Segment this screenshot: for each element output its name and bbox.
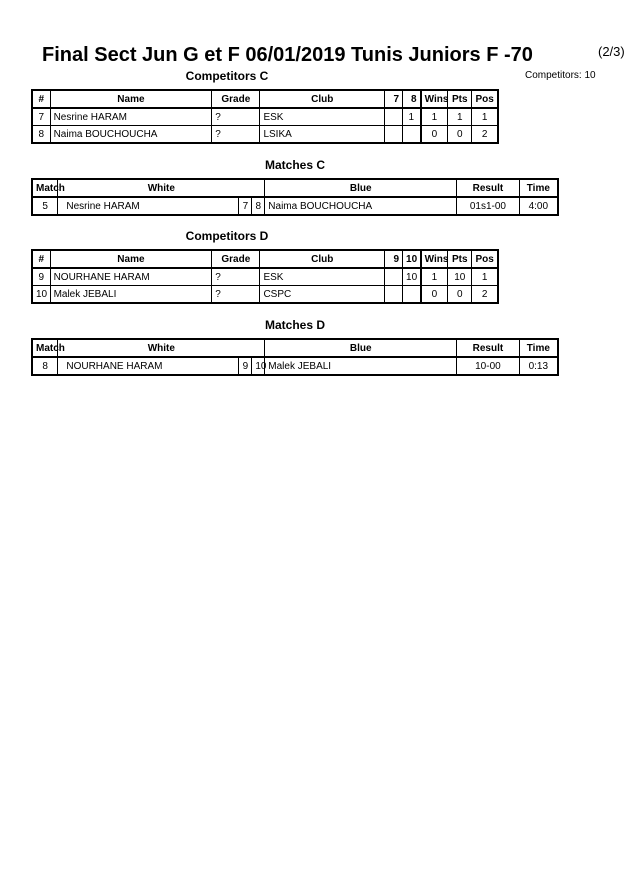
- header-club: Club: [260, 250, 385, 268]
- header-white: White: [58, 339, 265, 357]
- cell-blue-num: 8: [252, 197, 265, 215]
- header-col-b: 10: [403, 250, 421, 268]
- cell-pts: 1: [448, 108, 472, 126]
- cell-pts: 0: [448, 286, 472, 304]
- cell-num: 9: [32, 268, 50, 286]
- cell-white: Nesrine HARAM: [58, 197, 239, 215]
- cell-col-b: [403, 286, 421, 304]
- cell-blue-num: 10: [252, 357, 265, 375]
- page-indicator: (2/3): [598, 44, 625, 59]
- table-header-row: [32, 250, 498, 268]
- cell-white-num: 9: [239, 357, 252, 375]
- cell-name: Nesrine HARAM: [50, 108, 212, 126]
- cell-col-a: [384, 268, 402, 286]
- matches-d-table: [31, 338, 559, 376]
- header-grade: Grade: [212, 250, 260, 268]
- cell-grade: ?: [212, 286, 260, 304]
- cell-col-b: 10: [403, 268, 421, 286]
- competitors-count: Competitors: 10: [525, 70, 596, 81]
- header-time: Time: [519, 339, 558, 357]
- header-pos: Pos: [472, 90, 498, 108]
- cell-pos: 1: [472, 108, 498, 126]
- header-match: Match: [32, 179, 58, 197]
- cell-pos: 2: [472, 286, 498, 304]
- cell-pos: 2: [472, 126, 498, 144]
- header-blue: Blue: [265, 339, 457, 357]
- table-row: [32, 268, 498, 286]
- cell-club: ESK: [260, 268, 385, 286]
- cell-num: 7: [32, 108, 50, 126]
- header-pts: Pts: [448, 250, 472, 268]
- cell-wins: 0: [421, 286, 448, 304]
- cell-grade: ?: [212, 268, 260, 286]
- matches-d-title: Matches D: [264, 318, 326, 332]
- cell-pts: 0: [448, 126, 472, 144]
- cell-white: NOURHANE HARAM: [58, 357, 239, 375]
- cell-grade: ?: [212, 108, 260, 126]
- cell-time: 0:13: [519, 357, 558, 375]
- table-header-row: [32, 179, 558, 197]
- header-time: Time: [519, 179, 558, 197]
- header-result: Result: [457, 339, 520, 357]
- header-match: Match: [32, 339, 58, 357]
- table-row: [32, 357, 558, 375]
- cell-match: 8: [32, 357, 58, 375]
- page-title: Final Sect Jun G et F 06/01/2019 Tunis Juniors F -70: [42, 44, 533, 66]
- cell-name: Malek JEBALI: [50, 286, 212, 304]
- cell-blue: Naima BOUCHOUCHA: [265, 197, 457, 215]
- cell-result: 10-00: [457, 357, 520, 375]
- table-header-row: [32, 339, 558, 357]
- table-row: [32, 108, 498, 126]
- header-white: White: [58, 179, 265, 197]
- header-num: #: [32, 90, 50, 108]
- table-row: [32, 197, 558, 215]
- cell-num: 8: [32, 126, 50, 144]
- table-row: [32, 286, 498, 304]
- cell-wins: 1: [421, 268, 448, 286]
- table-header-row: [32, 90, 498, 108]
- cell-col-b: [403, 126, 421, 144]
- cell-col-b: 1: [403, 108, 421, 126]
- cell-col-a: [384, 286, 402, 304]
- header-name: Name: [50, 250, 212, 268]
- header-blue: Blue: [265, 179, 457, 197]
- header-grade: Grade: [212, 90, 260, 108]
- header-col-a: 7: [384, 90, 402, 108]
- cell-name: NOURHANE HARAM: [50, 268, 212, 286]
- cell-pos: 1: [472, 268, 498, 286]
- competitors-c-title: Competitors C: [185, 69, 269, 83]
- cell-time: 4:00: [519, 197, 558, 215]
- cell-match: 5: [32, 197, 58, 215]
- header-name: Name: [50, 90, 212, 108]
- header-result: Result: [457, 179, 520, 197]
- header-pts: Pts: [448, 90, 472, 108]
- cell-col-a: [384, 108, 402, 126]
- table-row: [32, 126, 498, 144]
- header-wins: Wins: [421, 90, 448, 108]
- cell-pts: 10: [448, 268, 472, 286]
- cell-wins: 0: [421, 126, 448, 144]
- cell-club: LSIKA: [260, 126, 385, 144]
- cell-result: 01s1-00: [457, 197, 520, 215]
- header-pos: Pos: [472, 250, 498, 268]
- matches-c-table: [31, 178, 559, 216]
- cell-col-a: [384, 126, 402, 144]
- header-col-a: 9: [384, 250, 402, 268]
- header-num: #: [32, 250, 50, 268]
- competitors-c-table: [31, 89, 499, 144]
- cell-blue: Malek JEBALI: [265, 357, 457, 375]
- header-club: Club: [260, 90, 385, 108]
- cell-name: Naima BOUCHOUCHA: [50, 126, 212, 144]
- cell-num: 10: [32, 286, 50, 304]
- header-wins: Wins: [421, 250, 448, 268]
- header-col-b: 8: [403, 90, 421, 108]
- competitors-d-title: Competitors D: [185, 229, 269, 243]
- competitors-d-table: [31, 249, 499, 304]
- cell-wins: 1: [421, 108, 448, 126]
- cell-white-num: 7: [239, 197, 252, 215]
- cell-grade: ?: [212, 126, 260, 144]
- cell-club: ESK: [260, 108, 385, 126]
- cell-club: CSPC: [260, 286, 385, 304]
- matches-c-title: Matches C: [264, 158, 326, 172]
